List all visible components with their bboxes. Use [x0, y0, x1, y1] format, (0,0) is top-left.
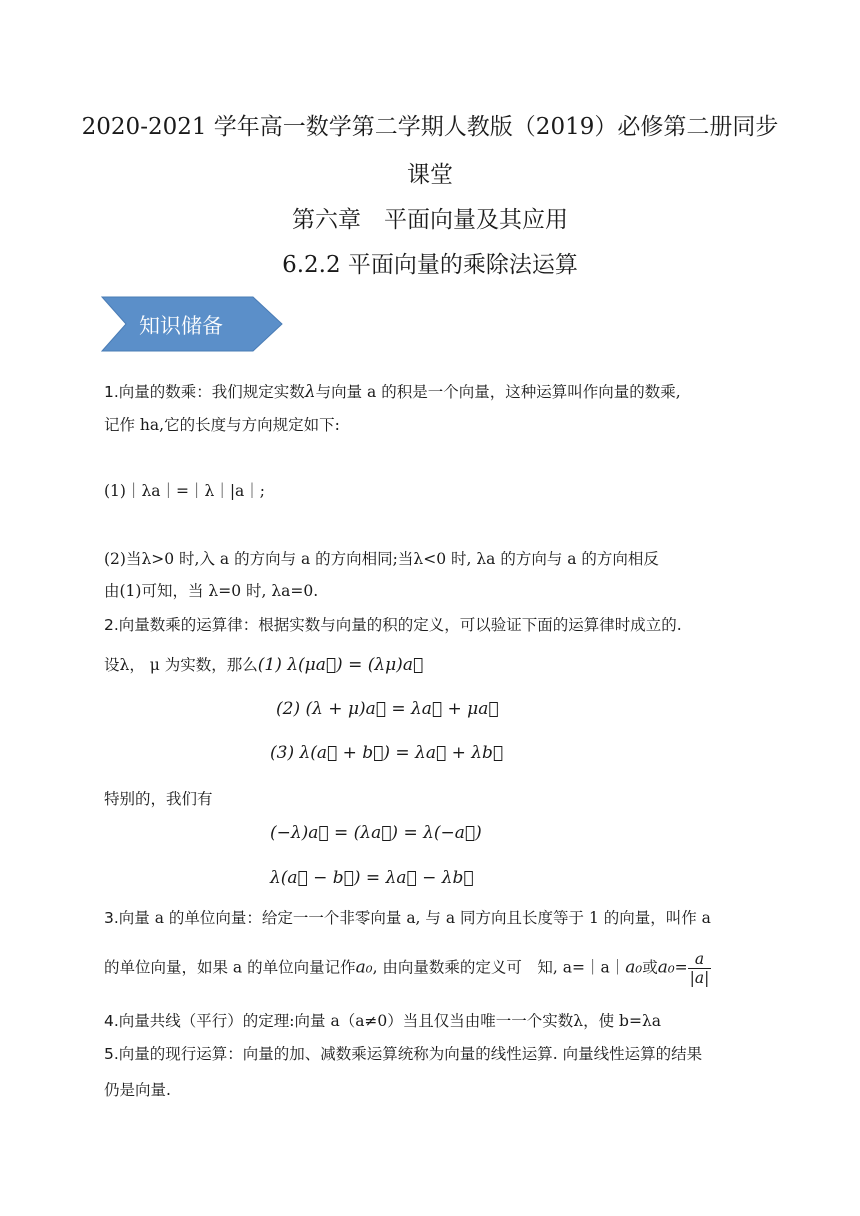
special-intro: 特别的，我们有: [104, 790, 213, 808]
law-1-formula: (1) λ(μa⃗) = (λμ)a⃗: [257, 655, 424, 675]
chapter-title: 第六章 平面向量及其应用: [292, 207, 568, 233]
item-1-line1: [104, 381, 681, 403]
unit-vector-fraction: [688, 950, 712, 987]
item-text: 的单位向量，如果 a 的单位向量记作: [104, 958, 356, 977]
item-2-line1: [104, 614, 682, 636]
item-text: 向量的数乘：我们规定实数: [118, 383, 305, 401]
a0-symbol: a₀: [625, 957, 643, 978]
special-formula-2: λ(a⃗ − b⃗) = λa⃗ − λb⃗: [270, 868, 474, 888]
fraction-numerator: a: [688, 950, 712, 969]
item-2-intro: [104, 654, 423, 676]
item-4-line: [104, 1010, 661, 1032]
item-text: 与向量 a 的积是一个向量，这种运算叫作向量的数乘,: [315, 383, 681, 401]
item-number: 4.: [104, 1012, 119, 1030]
item-number: 2.: [104, 616, 119, 634]
lambda-symbol: λ: [304, 382, 316, 402]
item-text: 向量的现行运算：向量的加、减数乘运算统称为向量的线性运算. 向量线性运算的结果: [118, 1045, 703, 1063]
rule-2: (2)当λ>0 时,入 a 的方向与 a 的方向相同;当λ<0 时, λa 的方向与 a 的方向相反: [104, 550, 659, 568]
section-title: 6.2.2 平面向量的乘除法运算: [282, 252, 578, 278]
page-title-line2: 课堂: [407, 162, 453, 188]
badge-label: 知识储备: [139, 314, 223, 338]
item-3-line2: [104, 950, 711, 987]
a0-symbol: a₀: [657, 957, 675, 978]
item-3-line1: [104, 907, 711, 929]
section-badge: [101, 296, 283, 352]
rule-3: 由(1)可知，当 λ=0 时, λa=0.: [104, 582, 319, 600]
page-title-line1: 2020-2021 学年高一数学第二学期人教版（2019）必修第二册同步: [81, 114, 779, 140]
a0-symbol: a₀: [355, 957, 373, 978]
item-1-line2: 记作 ha,它的长度与方向规定如下:: [104, 416, 340, 434]
item-text: 或: [642, 958, 658, 977]
item-5-line2: 仍是向量.: [104, 1081, 171, 1099]
item-text: 设λ， μ 为实数，那么: [104, 656, 258, 674]
item-text: =: [674, 958, 688, 977]
item-text: , 由向量数乘的定义可 知, a=｜a｜: [372, 958, 626, 977]
item-5-line1: [104, 1043, 702, 1065]
item-number: 3.: [104, 909, 119, 927]
item-number: 5.: [104, 1045, 119, 1063]
law-3-formula: (3) λ(a⃗ + b⃗) = λa⃗ + λb⃗: [270, 743, 504, 763]
law-2-formula: (2) (λ + μ)a⃗ = λa⃗ + μa⃗: [276, 699, 499, 719]
fraction-denominator: |a|: [689, 969, 710, 987]
item-text: 向量 a 的单位向量：给定一一个非零向量 a, 与 a 同方向且长度等于 1 的向量，叫作 a: [118, 909, 711, 927]
item-text: 向量数乘的运算律：根据实数与向量的积的定义，可以验证下面的运算律时成立的.: [118, 616, 682, 634]
special-formula-1: (−λ)a⃗ = (λa⃗) = λ(−a⃗): [270, 823, 482, 843]
rule-1: (1)｜λa｜=｜λ｜|a｜;: [104, 482, 266, 500]
item-text: 向量共线（平行）的定理:向量 a（a≠0）当且仅当由唯一一个实数λ，使 b=λa: [118, 1012, 662, 1030]
item-number: 1.: [104, 383, 119, 401]
